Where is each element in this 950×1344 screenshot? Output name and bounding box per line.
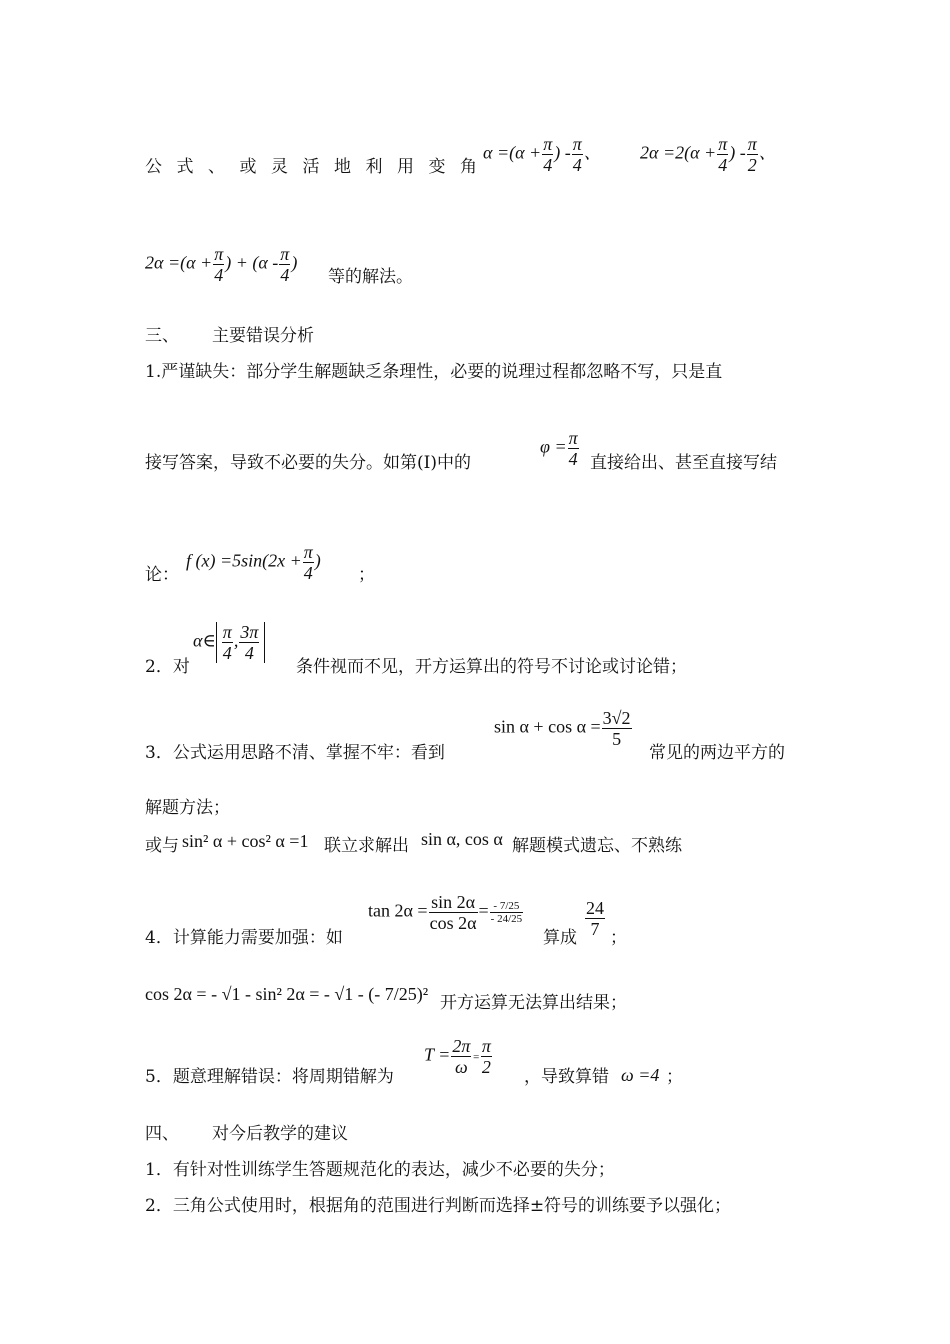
fraction-num: π [718, 134, 728, 154]
formula-2alpha-sum [145, 244, 297, 285]
fraction-num: π [280, 244, 290, 264]
item2-start: 2．对 [145, 657, 190, 677]
item5-end-a: ，导致算错 [524, 1067, 609, 1087]
formula-part: ) - [554, 142, 571, 163]
item5-end-b: ； [666, 1067, 683, 1087]
fraction-24-7 [585, 898, 605, 939]
formula-part: φ = [540, 436, 567, 457]
formula-omega: ω =4 [621, 1065, 660, 1085]
fraction-den: 4 [543, 155, 553, 175]
formula-sincos: sin α, cos α [421, 829, 503, 849]
fraction-den: 7 [590, 919, 600, 939]
fraction-pi-4 [572, 134, 583, 175]
fraction-pi-2 [747, 134, 758, 175]
formula-part: 2α =2(α + [640, 142, 717, 163]
formula-2alpha-shift [640, 134, 776, 175]
fraction-den: 4 [214, 265, 224, 285]
fraction-num: - 7/25 [490, 900, 523, 913]
formula-part: ) + (α - [225, 252, 279, 273]
fraction-den: - 24/25 [490, 913, 523, 925]
formula-part: α =(α + [483, 142, 542, 163]
formula-part: sin α + cos α = [494, 716, 601, 737]
formula-phi [540, 428, 580, 469]
formula-part: ) [314, 550, 321, 571]
fraction-den: 4 [568, 449, 578, 469]
fraction-pi-4 [303, 542, 314, 583]
item3-line-c-mid: 联立求解出 [324, 836, 409, 856]
formula-sin-cos [494, 708, 633, 749]
fraction-den: 4 [222, 643, 232, 663]
item3-start: 3．公式运用思路不清、掌握不牢：看到 [145, 743, 445, 763]
item1-line-c-start: 论： [145, 565, 179, 585]
fraction-pi-4 [568, 428, 579, 469]
section-title: 主要错误分析 [212, 326, 314, 346]
text-line2: 等的解法。 [328, 267, 413, 287]
fraction-den: cos 2α [429, 913, 477, 933]
formula-part: α∈ [193, 630, 216, 651]
fraction-pi-2 [481, 1036, 492, 1077]
separator: 、 [758, 143, 776, 163]
fraction-num: sin 2α [429, 892, 478, 913]
fraction-den: 4 [303, 563, 313, 583]
fraction-den: ω [455, 1057, 468, 1077]
fraction-den: 4 [280, 265, 290, 285]
formula-part: ) - [729, 142, 746, 163]
formula-f-x [186, 542, 321, 583]
item3-line-b: 解题方法； [145, 798, 230, 818]
item3-line-c-end: 解题模式遗忘、不熟练 [512, 836, 682, 856]
item3-end: 常见的两边平方的 [649, 743, 785, 763]
item4-start: 4．计算能力需要加强：如 [145, 928, 343, 948]
formula-period [424, 1036, 493, 1077]
item1-line-a: 1.严谨缺失：部分学生解题缺乏条理性，必要的说理过程都忽略不写，只是直 [145, 362, 723, 382]
fraction-pi-4 [222, 622, 233, 663]
formula-part: ) [291, 252, 298, 273]
fraction-pi-4 [279, 244, 290, 285]
fraction-num: 3π [240, 622, 259, 642]
formula-identity: sin² α + cos² α =1 [182, 831, 309, 851]
item5-start: 5．题意理解错误：将周期错解为 [145, 1067, 394, 1087]
fraction-den: 5 [612, 729, 622, 749]
fraction-2pi-omega [451, 1036, 471, 1077]
formula-tan [368, 892, 524, 933]
item1-line-b-start: 接写答案，导致不必要的失分。如第(Ⅰ)中的 [145, 453, 471, 473]
fraction-num: π [214, 244, 224, 264]
fraction-num: π [303, 542, 313, 562]
fraction-den: 4 [244, 643, 254, 663]
text-line1: 公式、或灵活地利用变角 [145, 157, 492, 177]
fraction-3pi-4 [239, 622, 259, 663]
fraction-num: π [572, 134, 582, 154]
fraction-den: 4 [572, 155, 582, 175]
formula-alpha-range [193, 622, 265, 663]
fraction-sin-cos [429, 892, 478, 933]
fraction-num: 2π [452, 1036, 471, 1056]
interval-bracket: $\frac{\pi}{4}$ , $\frac{3\pi}{4}$ [216, 622, 266, 663]
fraction-num: π [747, 134, 757, 154]
fraction-num: 24 [586, 898, 604, 918]
section-number: 三、 [145, 326, 179, 346]
fraction-den: 4 [718, 155, 728, 175]
fraction-den: 2 [747, 155, 757, 175]
formula-part: f (x) =5sin(2x + [186, 550, 302, 571]
formula-result [584, 898, 606, 939]
item2-end: 条件视而不见，开方运算出的符号不讨论或讨论错； [296, 657, 687, 677]
separator: 、 [583, 143, 601, 163]
fraction-pi-4 [213, 244, 224, 285]
formula-part: = [472, 1051, 480, 1064]
fraction-pi-4 [542, 134, 553, 175]
suggestion-1: 1．有针对性训练学生答题规范化的表达，减少不必要的失分； [145, 1160, 615, 1180]
fraction-num: π [543, 134, 553, 154]
section-title: 对今后教学的建议 [212, 1124, 348, 1144]
formula-part: tan 2α = [368, 900, 428, 921]
item3-line-c-start: 或与 [145, 836, 179, 856]
fraction-den: 2 [481, 1057, 491, 1077]
fraction-num: π [222, 622, 232, 642]
suggestion-2: 2．三角公式使用时，根据角的范围进行判断而选择±符号的训练要予以强化； [145, 1196, 732, 1216]
formula-alpha-shift [483, 134, 601, 175]
fraction-pi-4 [717, 134, 728, 175]
fraction-3sqrt2-5 [602, 708, 632, 749]
formula-part: = [478, 900, 489, 921]
fraction-num: π [568, 428, 578, 448]
item4-cos-end: 开方运算无法算出结果； [440, 993, 627, 1013]
section-number: 四、 [145, 1124, 179, 1144]
item4-semi: ； [610, 928, 627, 948]
item4-calc: 算成 [543, 928, 577, 948]
formula-cos2a: cos 2α = - √1 - sin² 2α = - √1 - (- 7/25)² [145, 984, 429, 1004]
fraction-num: π [481, 1036, 491, 1056]
formula-part: T = [424, 1044, 451, 1065]
item1-line-b-end: 直接给出、甚至直接写结 [590, 453, 777, 473]
fraction-num: 3√2 [602, 708, 631, 728]
fraction-values [490, 900, 523, 925]
item1-line-c-end: ； [358, 565, 375, 585]
formula-part: 2α =(α + [145, 252, 213, 273]
